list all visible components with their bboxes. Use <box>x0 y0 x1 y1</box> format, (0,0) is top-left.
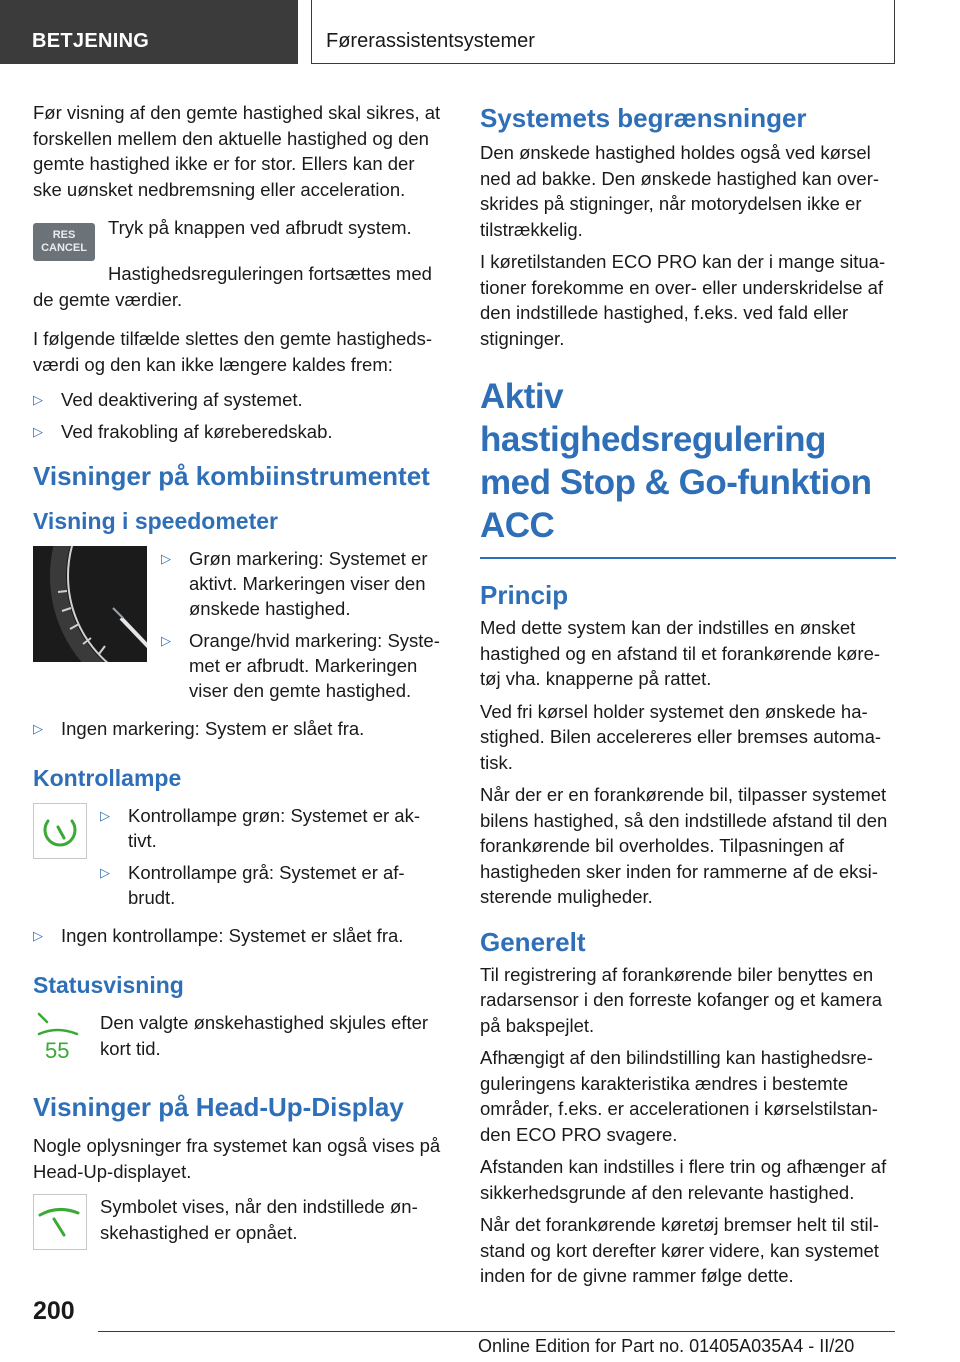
header-section-tab <box>0 0 298 64</box>
bullet-triangle-icon: ▷ <box>161 633 171 648</box>
list-item <box>100 860 448 910</box>
heading-princip: Princip <box>480 580 569 610</box>
hud-icon-box <box>33 1194 87 1250</box>
heading-generelt: Generelt <box>480 926 586 957</box>
statusvisning-figure <box>33 1010 448 1069</box>
bullet-triangle-icon: ▷ <box>33 721 43 736</box>
paragraph: Når der er en forankørende bil, tilpasser systemet bilens hastighed, så den indstillede afstand til den forankørende bil overholdes. Tilpasningen af hastigheden sker inden for rammerne af de eksi-sterende muligheder. <box>480 784 888 907</box>
list-item <box>33 716 448 741</box>
edition-note: Online Edition for Part no. 01405A035A4 - II/20 <box>478 1336 855 1356</box>
list-item-text: Ved frakobling af kørеberedskab. <box>61 421 333 442</box>
set-speed-status-icon <box>33 1010 87 1064</box>
list-item-text: Ingen kontrollampe: Systemet er slået fra. <box>61 925 404 946</box>
bullet-triangle-icon: ▷ <box>33 928 43 943</box>
left-column <box>33 100 448 1252</box>
page-number: 200 <box>33 1297 75 1325</box>
list-item-text: Orange/hvid markering: Syste-met er afbrudt. Markeringen viser den gemte hastighed. <box>189 630 440 701</box>
paragraph: Før visning af den gemte hastighed skal sikres, at forskellen mellem den aktuelle hastighed og den gemte hastighed ikke er for stor. Ellers kan der ske uønsket nedbremsning eller acceleration. <box>33 102 441 200</box>
kontrollampe-figure <box>33 803 448 917</box>
paragraph: I følgende tilfælde slettes den gemte hastigheds-værdi og den kan ikke længere kaldes frem: <box>33 328 433 375</box>
paragraph: Symbolet vises, når den indstillede øn-skehastighed er opnået. <box>100 1196 418 1243</box>
header-chapter-label: Førerassistentsystemer <box>326 30 535 52</box>
res-cancel-figure <box>33 215 448 261</box>
right-column <box>480 100 896 1296</box>
heading-begraensninger: Systemets begrænsninger <box>480 103 807 133</box>
list-item <box>161 546 448 621</box>
paragraph: Den ønskede hastighed holdes også ved kørsel ned ad bakke. Den ønskede hastighed kan over-skrides på stigninger, når motorydelsen ikke er tilstrækkelig. <box>480 142 880 240</box>
heading-statusvisning: Statusvisning <box>33 972 184 998</box>
acc-indicator-icon <box>34 804 86 858</box>
heading-head-up-display: Visninger på Head-Up-Display <box>33 1092 404 1122</box>
list-item <box>33 387 448 412</box>
list-item <box>33 419 448 444</box>
list-item-text: Grøn markering: Systemet er aktivt. Markeringen viser den ønskede hastighed. <box>189 548 428 619</box>
paragraph: Ved fri kørsel holder systemet den ønskede ha-stighed. Bilen accelereres eller bremses automa-tisk. <box>480 700 882 773</box>
paragraph: I køretilstanden ECO PRO kan der i mange situa-tioner forekomme en over- eller underskridelse af den indstillede hastighed, f.eks. ved fald eller stigninger. <box>480 251 886 349</box>
speedometer-figure <box>33 546 448 710</box>
paragraph: Med dette system kan der indstilles en ønsket hastighed og en afstand til et forankørende køre-tøj vha. knapperne på rattet. <box>480 617 881 689</box>
heading-kombiinstrument: Visninger på kombiinstrumentet <box>33 461 430 491</box>
paragraph: Afstanden kan indstilles i flere trin og afhænger af sikkerhedsgrunde af den relevante hastighed. <box>480 1156 887 1203</box>
list-item <box>100 803 448 853</box>
paragraph: Den valgte ønskehastighed skjules efter kort tid. <box>100 1012 429 1059</box>
list-item <box>161 628 448 703</box>
bullet-triangle-icon: ▷ <box>33 392 43 407</box>
list-item-text: Kontrollampe grøn: Systemet er ak-tivt. <box>128 805 420 851</box>
list-item-text: Ved deaktivering af systemet. <box>61 389 303 410</box>
heading-acc: Aktiv hastighedsregulering med Stop & Go-funktion ACC <box>480 375 896 559</box>
bullet-triangle-icon: ▷ <box>33 424 43 439</box>
bullet-triangle-icon: ▷ <box>161 551 171 566</box>
list-item-text: Ingen markering: System er slået fra. <box>61 718 365 739</box>
speedometer-image <box>33 546 147 662</box>
list-item-text: Kontrollampe grå: Systemet er af-brudt. <box>128 862 405 908</box>
res-icon-text: RES <box>52 229 76 241</box>
footer-divider <box>98 1331 895 1332</box>
bullet-triangle-icon: ▷ <box>100 865 110 880</box>
hud-speed-reached-icon <box>34 1195 86 1249</box>
heading-speedometer: Visning i speedometer <box>33 508 278 534</box>
status-icon-number: 55 <box>45 1038 70 1063</box>
cancel-icon-text: CANCEL <box>41 242 87 254</box>
kontrollampe-icon-box <box>33 803 87 859</box>
header-section-label: BETJENING <box>32 30 150 52</box>
hud-figure <box>33 1194 448 1252</box>
res-cancel-button-icon <box>33 223 95 261</box>
paragraph: Til registrering af forankørende biler benyttes en radarsensor i den forreste kofanger og et kamera på bakspejlet. <box>480 963 883 1036</box>
header-chapter-box <box>311 0 895 64</box>
paragraph: Afhængigt af den bilindstilling kan hastighedsre-guleringens karakteristika ændres i bestemte områder, f.eks. er accelerationen i kørselstilstan-den ECO PRO svagere. <box>480 1047 878 1145</box>
paragraph: Hastighedsreguleringen fortsættes med de gemte værdier. <box>33 263 432 310</box>
paragraph: Nogle oplysninger fra systemet kan også vises på Head-Up-displayet. <box>33 1135 441 1182</box>
list-item <box>33 923 448 948</box>
bullet-triangle-icon: ▷ <box>100 808 110 823</box>
paragraph: Når det forankørende køretøj bremser helt til stil-stand og kort derefter kører videre, kan systemet inden for de givne rammer følge dette. <box>480 1214 879 1286</box>
paragraph: Tryk på knappen ved afbrudt system. <box>108 217 412 238</box>
heading-kontrollampe: Kontrollampe <box>33 765 182 791</box>
